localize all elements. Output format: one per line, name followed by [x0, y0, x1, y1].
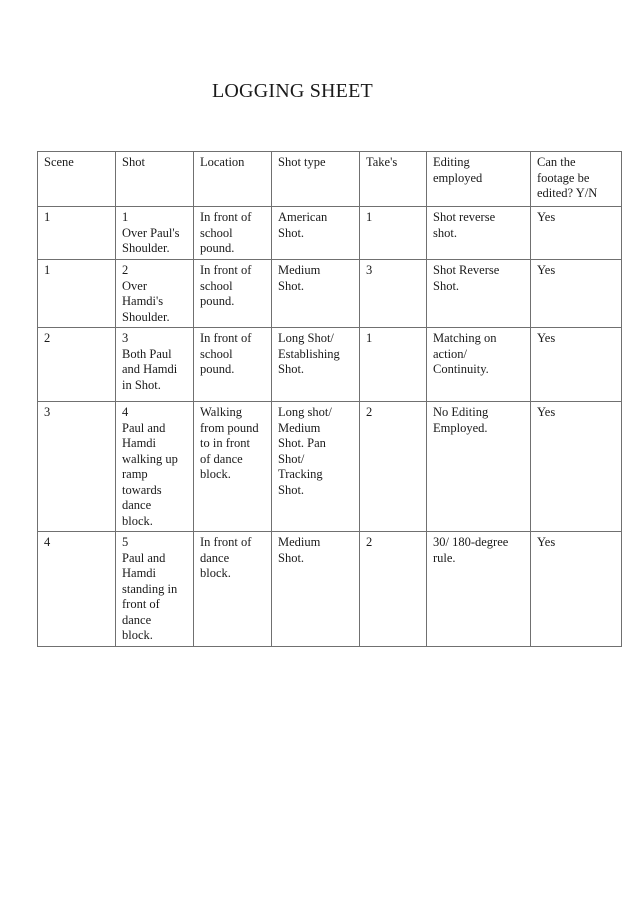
- cell-takes: 1: [360, 207, 427, 260]
- cell-shot: 3 Both Paul and Hamdi in Shot.: [116, 328, 194, 402]
- table-header-row: [38, 152, 622, 207]
- header-cell-location: Location: [194, 152, 272, 207]
- cell-location: In front of school pound.: [194, 207, 272, 260]
- table-row: [38, 260, 622, 328]
- cell-shot: 5 Paul and Hamdi standing in front of dance block.: [116, 532, 194, 647]
- cell-location: Walking from pound to in front of dance block.: [194, 402, 272, 532]
- header-cell-editing-employed: Editing employed: [427, 152, 531, 207]
- cell-shot-type: Medium Shot.: [272, 260, 360, 328]
- table-row: [38, 328, 622, 402]
- header-cell-shot-type: Shot type: [272, 152, 360, 207]
- cell-editable: Yes: [531, 402, 622, 532]
- cell-takes: 2: [360, 402, 427, 532]
- page-title: LOGGING SHEET: [212, 80, 373, 102]
- cell-location: In front of dance block.: [194, 532, 272, 647]
- cell-shot-type: Long shot/ Medium Shot. Pan Shot/ Tracking Shot.: [272, 402, 360, 532]
- cell-scene: 2: [38, 328, 116, 402]
- table-row: [38, 207, 622, 260]
- cell-editing: No Editing Employed.: [427, 402, 531, 532]
- cell-editable: Yes: [531, 328, 622, 402]
- cell-location: In front of school pound.: [194, 328, 272, 402]
- cell-shot-type: Long Shot/ Establishing Shot.: [272, 328, 360, 402]
- cell-editing: 30/ 180-degree rule.: [427, 532, 531, 647]
- cell-editing: Shot Reverse Shot.: [427, 260, 531, 328]
- cell-shot: 2 Over Hamdi's Shoulder.: [116, 260, 194, 328]
- cell-editing: Shot reverse shot.: [427, 207, 531, 260]
- cell-shot-type: Medium Shot.: [272, 532, 360, 647]
- cell-shot: 1 Over Paul's Shoulder.: [116, 207, 194, 260]
- cell-editing: Matching on action/ Continuity.: [427, 328, 531, 402]
- cell-location: In front of school pound.: [194, 260, 272, 328]
- cell-scene: 3: [38, 402, 116, 532]
- header-cell-shot: Shot: [116, 152, 194, 207]
- cell-takes: 2: [360, 532, 427, 647]
- cell-shot-type: American Shot.: [272, 207, 360, 260]
- header-cell-can-be-edited: Can the footage be edited? Y/N: [531, 152, 622, 207]
- cell-editable: Yes: [531, 532, 622, 647]
- header-cell-scene: Scene: [38, 152, 116, 207]
- cell-shot: 4 Paul and Hamdi walking up ramp towards dance block.: [116, 402, 194, 532]
- cell-editable: Yes: [531, 207, 622, 260]
- table-row: [38, 402, 622, 532]
- cell-scene: 1: [38, 260, 116, 328]
- cell-takes: 3: [360, 260, 427, 328]
- table-row: [38, 532, 622, 647]
- logging-table: [37, 151, 622, 647]
- header-cell-takes: Take's: [360, 152, 427, 207]
- cell-scene: 4: [38, 532, 116, 647]
- cell-scene: 1: [38, 207, 116, 260]
- cell-editable: Yes: [531, 260, 622, 328]
- cell-takes: 1: [360, 328, 427, 402]
